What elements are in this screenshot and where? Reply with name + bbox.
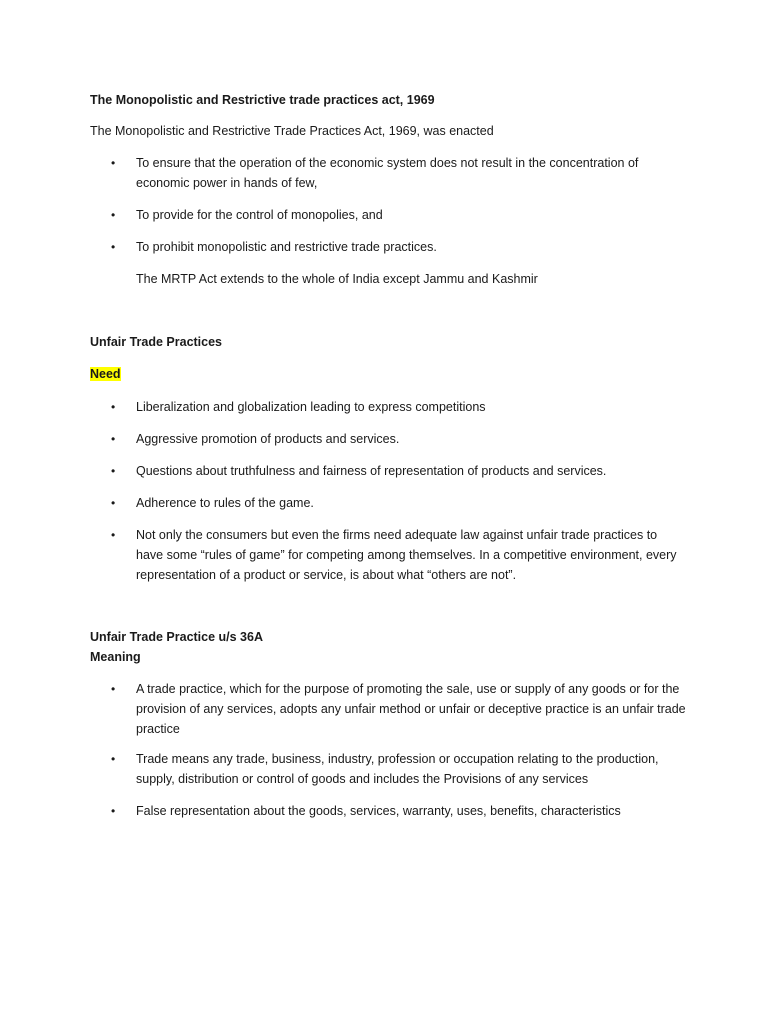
list-item: To provide for the control of monopolies, and (136, 208, 383, 222)
bullet-icon: • (111, 496, 116, 510)
list-item: False representation about the goods, services, warranty, uses, benefits, characteristics (136, 804, 621, 818)
list-item: Liberalization and globalization leading to express competitions (136, 400, 486, 414)
bullet-icon: • (111, 400, 116, 414)
bullet-icon: • (111, 432, 116, 446)
intro-text: The Monopolistic and Restrictive Trade Practices Act, 1969, was enacted (90, 124, 494, 138)
list-item: Not only the consumers but even the firms need adequate law against unfair trade practices to have some “rules of game” for competing among themselves. In a competitive environment, every representation of a product or service, is about what “others are not”. (136, 528, 677, 582)
section-heading-mrtp: The Monopolistic and Restrictive trade practices act, 1969 (90, 93, 435, 107)
list-item: Aggressive promotion of products and services. (136, 432, 400, 446)
subheading-meaning: Meaning (90, 650, 141, 664)
bullet-icon: • (111, 682, 116, 696)
subheading-need (90, 366, 121, 382)
bullet-icon: • (111, 156, 116, 170)
bullet-icon: • (111, 240, 116, 254)
highlighted-text: Need (90, 367, 121, 381)
bullet-icon: • (111, 804, 116, 818)
section-heading-unfair-trade: Unfair Trade Practices (90, 335, 223, 349)
list-item: Adherence to rules of the game. (136, 496, 314, 510)
bullet-icon: • (111, 752, 116, 766)
bullet-icon: • (111, 528, 116, 542)
list-item: To prohibit monopolistic and restrictive trade practices. (136, 240, 437, 254)
list-item: Trade means any trade, business, industry, profession or occupation relating to the production, supply, distribution or control of goods and includes the Provisions of any services (136, 752, 659, 786)
list-item: A trade practice, which for the purpose of promoting the sale, use or supply of any goods or for the provision of any services, adopts any unfair method or unfair or deceptive practice is an unfair trade practice (136, 682, 686, 736)
bullet-icon: • (111, 464, 116, 478)
list-item: To ensure that the operation of the economic system does not result in the concentration of economic power in hands of few, (136, 156, 639, 190)
section-heading-36a: Unfair Trade Practice u/s 36A (90, 630, 263, 644)
list-item: Questions about truthfulness and fairness of representation of products and services. (136, 464, 607, 478)
extent-text: The MRTP Act extends to the whole of India except Jammu and Kashmir (136, 272, 538, 286)
bullet-icon: • (111, 208, 116, 222)
